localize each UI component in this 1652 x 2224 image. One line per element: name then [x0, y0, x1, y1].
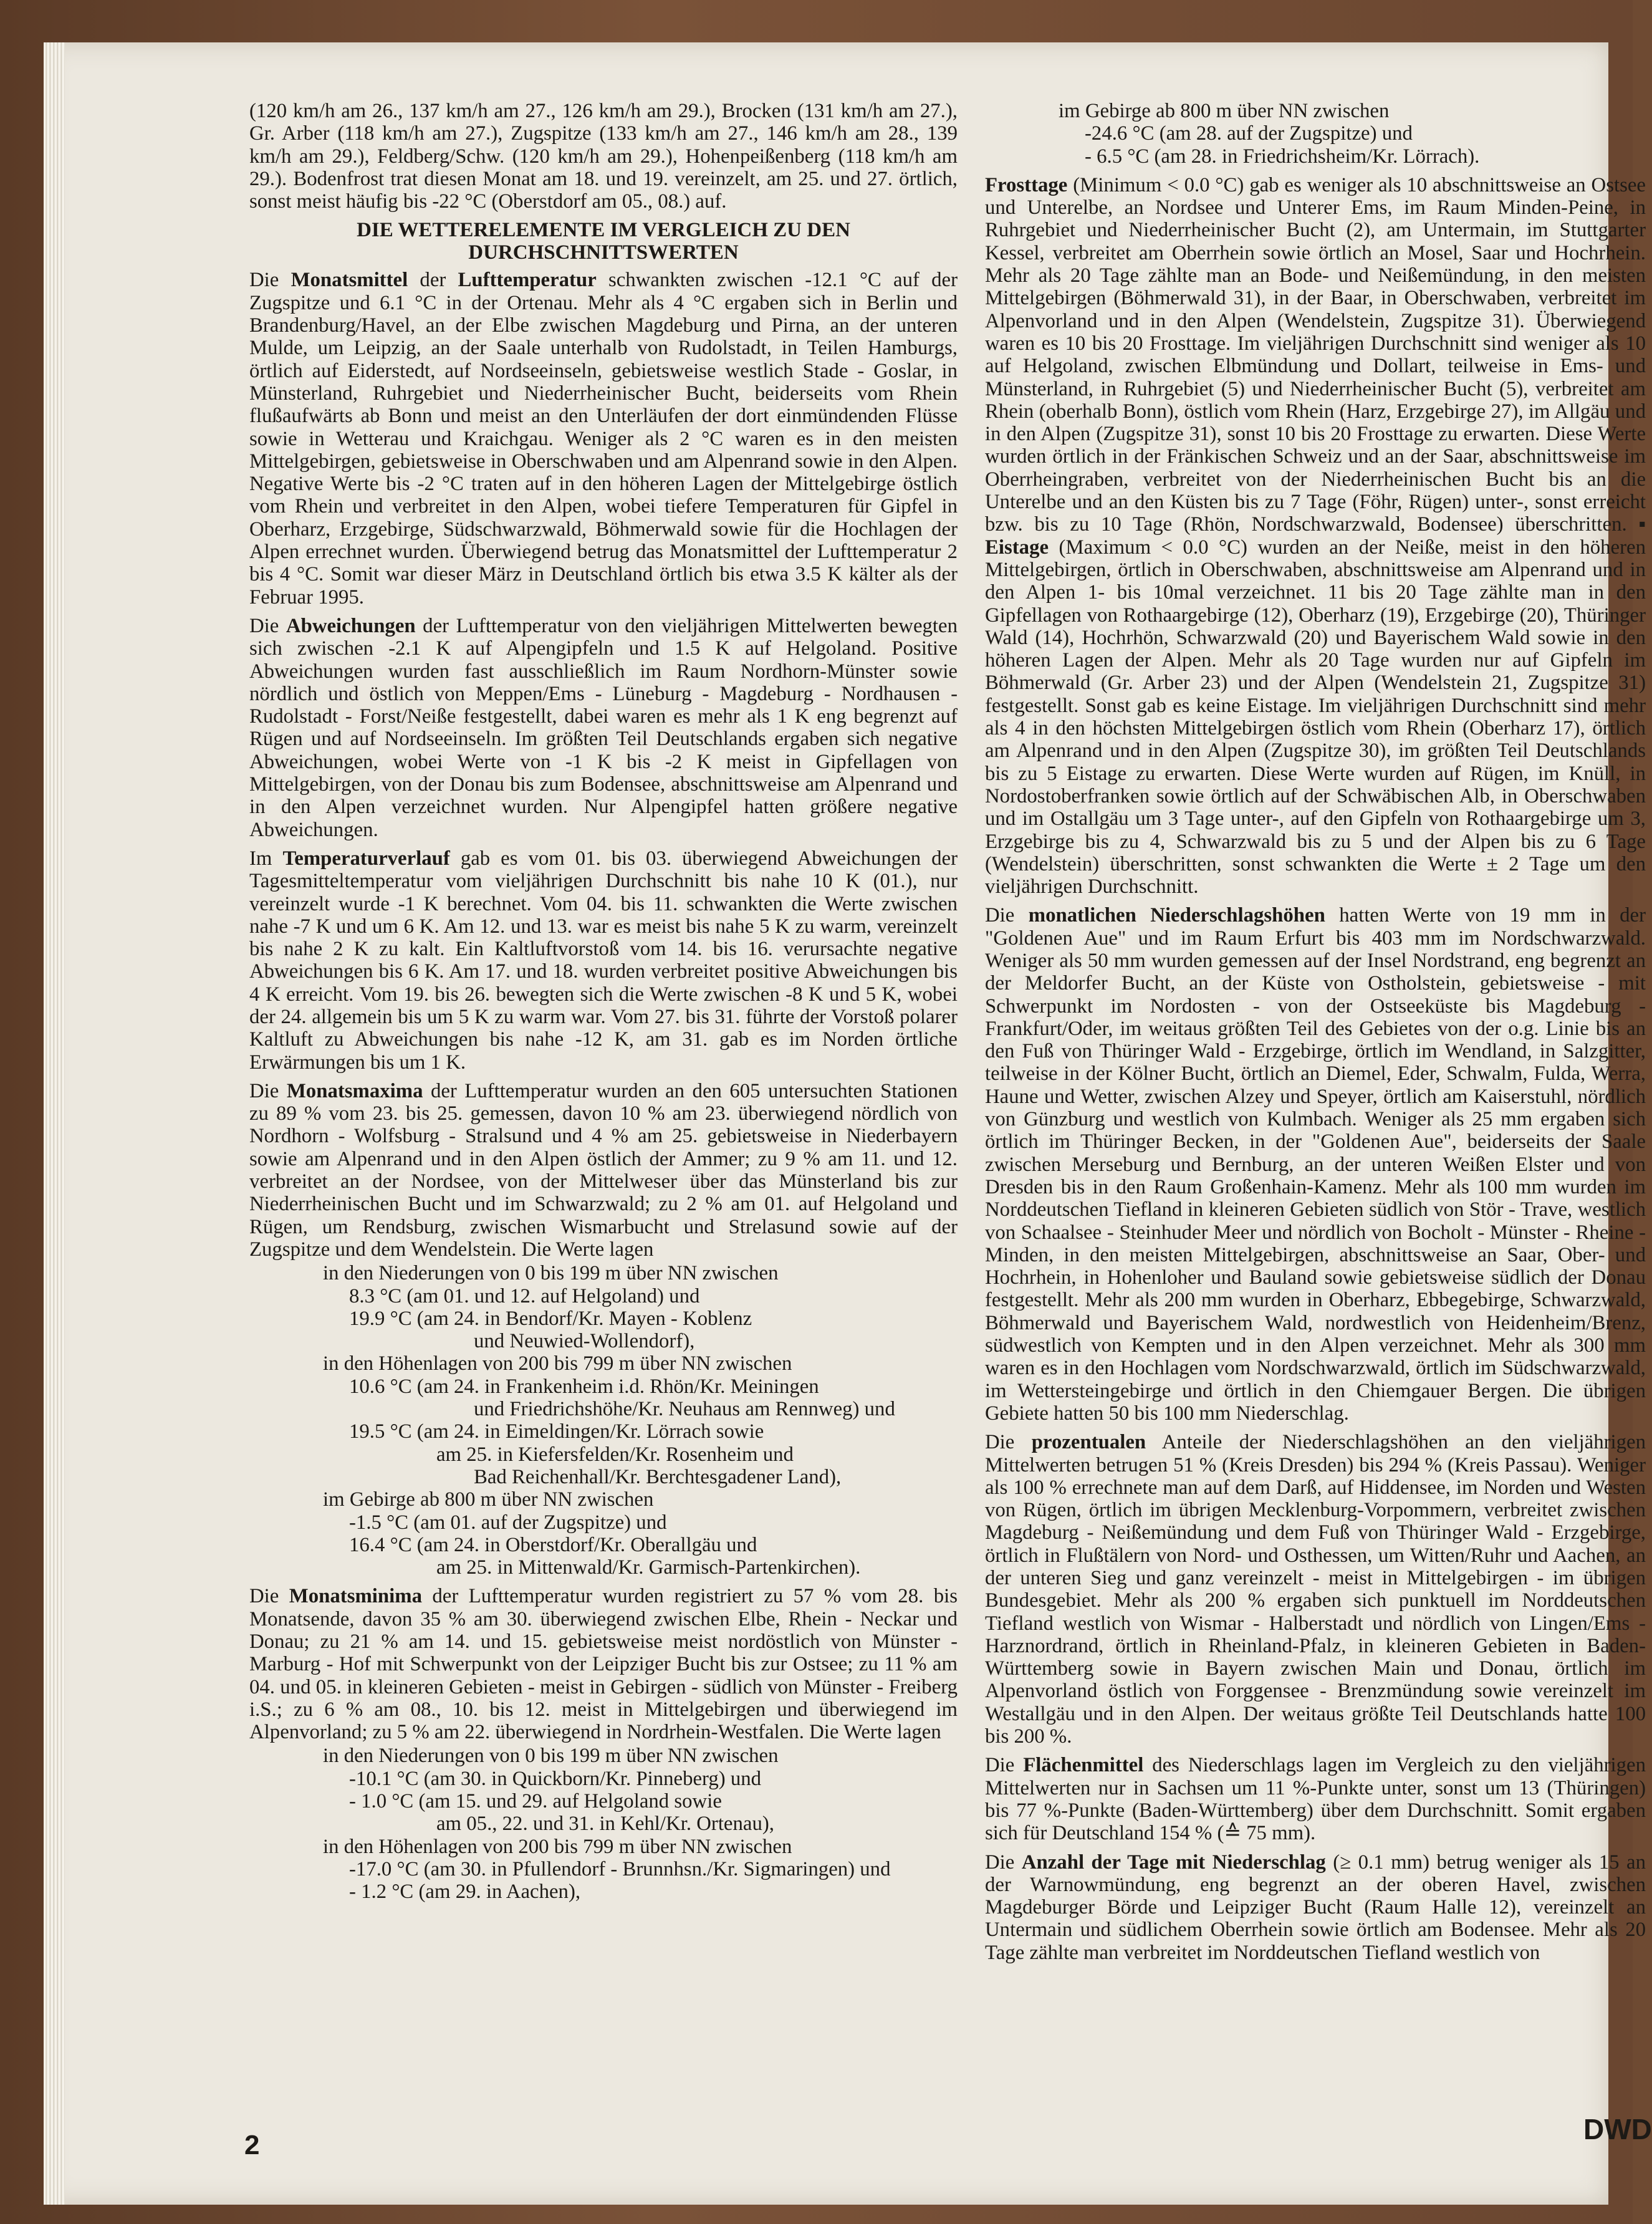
minima-line: -10.1 °C (am 30. in Quickborn/Kr. Pinneberg) und — [349, 1767, 762, 1790]
page-edges — [44, 42, 65, 2205]
text-run: Die — [249, 1079, 287, 1102]
minima-line: in den Niederungen von 0 bis 199 m über NN zwischen — [323, 1745, 779, 1768]
paragraph-monatsminima — [249, 1585, 958, 1743]
paragraph-monatsmaxima — [249, 1080, 958, 1261]
maxima-line: 8.3 °C (am 01. und 12. auf Helgoland) und — [349, 1284, 700, 1307]
text-run: (≥ 0.1 mm) betrug weniger als 15 an der Warnowmündung, eng begrenzt an der oberen Havel, zwischen Magdeburger Börde und Leipziger Bucht (Raum Halle 12), vereinzelt an Untermain und südlichem Oberrhein sowie örtlich am Bodensee. Mehr als 20 Tage zählte man verbreitet im Norddeutschen Tiefland westlich von — [985, 1851, 1646, 1964]
term-temperaturverlauf: Temperaturverlauf — [282, 847, 450, 870]
paragraph-niederschlagshoehen — [985, 904, 1646, 1425]
term-eistage: Eistage — [985, 536, 1049, 559]
paragraph-flaechenmittel — [985, 1754, 1646, 1844]
text-run: Die — [249, 269, 291, 292]
maxima-line: Bad Reichenhall/Kr. Berchtesgadener Land), — [474, 1465, 842, 1488]
text-run: gab es vom 01. bis 03. überwiegend Abweichungen der Tagesmitteltemperatur vom vieljährigen Durchschnitt bis nahe 10 K (01.), nur vereinzelt wurde -1 K berechnet. Vom 04. bis 11. schwankten die Werte zwischen nahe -7 K und um 6 K. Am 12. und 13. war es meist bis nahe 5 K zu warm, vereinzelt bis nahe 2 K zu kalt. Ein Kaltluftvorstoß vom 14. bis 16. verursachte negative Abweichungen bis 6 K. Am 17. und 18. wurden verbreitet positive Abweichungen bis 4 K erreicht. Vom 19. bis 26. bewegten sich die Werte zwischen -8 K und 5 K, wobei der 24. allgemein bis um 5 K zu warm war. Vom 27. bis 31. führte der Vorstoß polarer Kaltluft zu Abweichungen bis nahe -12 K, am 31. gab es im Norden örtliche Erwärmungen bis um 1 K. — [249, 847, 958, 1074]
minima-line: am 05., 22. und 31. in Kehl/Kr. Ortenau), — [436, 1812, 774, 1836]
intro-paragraph: (120 km/h am 26., 137 km/h am 27., 126 km/h am 29.), Brocken (131 km/h am 27.), Gr. Arber (118 km/h am 27.), Zugspitze (133 km/h am 27., 146 km/h am 28., 139 km/h am 29.), Feldberg/Schw. (120 km/h am 29.), Hohenpeißenberg (118 km/h am 29.). Bodenfrost trat diesen Monat am 18. und 19. vereinzelt, am 25. und 27. örtlich, sonst meist häufig bis -22 °C (Oberstdorf am 05., 08.) auf. — [249, 100, 958, 213]
text-run: der — [408, 269, 458, 292]
text-run: der Lufttemperatur von den vieljährigen Mittelwerten bewegten sich zwischen -2.1 K auf Alpengipfeln und 1.5 K auf Helgoland. Positive Abweichungen wurden fast ausschließlich im Raum Nordhorn-Münster sowie nördlich und östlich von Meppen/Ems - Lüneburg - Magdeburg - Nordhausen - Rudolstadt - Forst/Neiße festgestellt, dabei waren es mehr als 1 K eng begrenzt auf Rügen und auf Nordseeinseln. Im größten Teil Deutschlands ergaben sich negative Abweichungen, wobei Werte von -1 K bis -2 K meist in Gipfellagen von Mittelgebirgen, von der Donau bis zum Bodensee, abschnittsweise am Alpenrand und in den Alpen verzeichnet wurden. Nur Alpengipfel hatten größere negative Abweichungen. — [249, 614, 958, 841]
term-abweichungen: Abweichungen — [286, 614, 416, 637]
text-run: der Lufttemperatur wurden an den 605 untersuchten Stationen zu 89 % vom 23. bis 25. gemessen, davon 10 % am 23. überwiegend nördlich von Nordhorn - Wolfsburg - Stralsund und 4 % am 25. gebietsweise in Niederbayern sowie am Alpenrand und in den Alpen östlich der Ammer; zu 9 % am 11. und 12. verbreitet an der Nordsee, von der Mittelweser über das Münsterland bis zur Niederrheinischen Bucht und im Schwarzwald; zu 2 % am 01. auf Helgoland und Rügen, um Rendsburg, zwischen Wismarbucht und Strelasund sowie auf der Zugspitze und dem Wendelstein. Die Werte lagen — [249, 1079, 958, 1261]
term-frosttage: Frosttage — [985, 173, 1068, 196]
maxima-line: am 25. in Kiefersfelden/Kr. Rosenheim und — [436, 1443, 794, 1466]
paragraph-prozentualen — [985, 1431, 1646, 1748]
maxima-line: 10.6 °C (am 24. in Frankenheim i.d. Rhön/Kr. Meiningen — [349, 1375, 819, 1398]
term-prozentualen: prozentualen — [1031, 1431, 1146, 1454]
minima-line: - 6.5 °C (am 28. in Friedrichsheim/Kr. Lörrach). — [1085, 145, 1480, 168]
minima-line: in den Höhenlagen von 200 bis 799 m über NN zwischen — [323, 1835, 792, 1858]
text-run: Die — [249, 614, 286, 637]
maxima-list — [249, 1262, 958, 1579]
text-run: Anteile der Niederschlagshöhen an den vieljährigen Mittelwerten betrugen 51 % (Kreis Dresden) bis 294 % (Kreis Passau). Weniger als 100 % errechnete man auf dem Darß, auf Hiddensee, im Norden und Westen von Rügen, örtlich im übrigen Mecklenburg-Vorpommern, verbreitet zwischen Magdeburg - Neißemündung und dem Fuß von Thüringer Wald - Erzgebirge, örtlich in Flußtälern von Nord- und Osthessen, um Witten/Ruhr und Aachen, an der unteren Sieg und ganz vereinzelt - meist in Mittelgebirgen - im übrigen Bundesgebiet. Mehr als 200 % ergaben sich punktuell im Norddeutschen Tiefland westlich von Wismar - Halberstadt und nördlich von Lingen/Ems - Harznordrand, örtlich in Rheinland-Pfalz, in kleineren Gebieten in Baden-Württemberg sowie in Bayern zwischen Main und Donau, örtlich im Alpenvorland östlich von Forggensee - Brenzmündung sowie vereinzelt im Westallgäu und in den Alpen. Der weitaus größte Teil Deutschlands hatte 100 bis 200 %. — [985, 1431, 1646, 1748]
maxima-line: -1.5 °C (am 01. auf der Zugspitze) und — [349, 1511, 667, 1534]
text-run: Die — [249, 1585, 289, 1608]
maxima-line: am 25. in Mittenwald/Kr. Garmisch-Partenkirchen). — [436, 1556, 861, 1579]
minima-continued-list — [985, 100, 1646, 168]
term-monatsminima: Monatsminima — [289, 1585, 422, 1608]
maxima-line: und Neuwied-Wollendorf), — [474, 1330, 695, 1353]
paragraph-abweichungen — [249, 615, 958, 841]
maxima-line: 16.4 °C (am 24. in Oberstdorf/Kr. Oberallgäu und — [349, 1533, 757, 1556]
left-column — [249, 100, 958, 1904]
maxima-line: und Friedrichshöhe/Kr. Neuhaus am Rennweg) und — [474, 1398, 895, 1421]
text-run: (Minimum < 0.0 °C) gab es weniger als 10 abschnittsweise an Ostsee und Unterelbe, an Nordsee und Unterer Ems, im Raum Minden-Peine, in Ruhrgebiet und Niederrheinischer Bucht (2), am Untermain, im Stuttgarter Kessel, verbreitet am Oberrhein sowie örtlich an Mosel, Saar und Hochrhein. Mehr als 20 Tage zählte man an Bode- und Neißemündung, in den meisten Mittelgebirgen (Böhmerwald 31), in der Baar, in Oberschwaben, verbreitet im Alpenvorland und in den Alpen (Wendelstein, Zugspitze 31). Überwiegend waren es 10 bis 20 Frosttage. Im vieljährigen Durchschnitt sind weniger als 10 auf Helgoland, zwischen Elbmündung und Dollart, teilweise in Ems- und Münsterland, in Ruhrgebiet (5) und Niederrheinischer Bucht (5), verbreitet am Rhein (oberhalb Bonn), östlich vom Rhein (Harz, Erzgebirge 27), im Allgäu und in den Alpen (Zugspitze 31), sonst 10 bis 20 Frosttage zu erwarten. Diese Werte wurden örtlich in der Fränkischen Schweiz und an der Saar, abschnittsweise im Oberrheingraben, verbreitet von der Niederrheinischen Bucht bis an die Unterelbe und an den Küsten bis zu 7 Tage (Föhr, Rügen) unter-, sonst erreicht bzw. bis zu 10 Tage (Rhön, Nordschwarzwald, Bodensee) überschritten. — [985, 173, 1646, 536]
text-run: des Niederschlags lagen im Vergleich zu den vieljährigen Mittelwerten nur in Sachsen um 11 %-Punkte unter, sonst um 13 (Thüringen) bis 77 %-Punkte (Baden-Württemberg) über dem Durchschnitt. Somit ergaben sich für Deutschland 154 % (≙ 75 mm). — [985, 1754, 1646, 1845]
minima-list — [249, 1745, 958, 1903]
term-flaechenmittel: Flächenmittel — [1023, 1754, 1144, 1777]
text-run: Die — [985, 1431, 1032, 1454]
term-niederschlagstage: Anzahl der Tage mit Niederschlag — [1021, 1851, 1326, 1874]
minima-line: im Gebirge ab 800 m über NN zwischen — [1059, 100, 1390, 122]
maxima-line: 19.5 °C (am 24. in Eimeldingen/Kr. Lörrach sowie — [349, 1420, 764, 1443]
minima-line: -24.6 °C (am 28. auf der Zugspitze) und — [1085, 122, 1413, 145]
maxima-line: in den Niederungen von 0 bis 199 m über NN zwischen — [323, 1262, 779, 1285]
text-run: Die — [985, 1754, 1024, 1777]
text-run: der Lufttemperatur wurden registriert zu 57 % vom 28. bis Monatsende, davon 35 % am 30. überwiegend zwischen Elbe, Rhein - Neckar und Donau; zu 21 % am 14. und 15. gebietsweise meist nordöstlich von Münster - Marburg - Hof mit Schwerpunkt von der Leipziger Bucht bis zur Ostsee; zu 11 % am 04. und 05. in kleineren Gebieten - meist in Gebirgen - südlich von Münster - Freiberg i.S.; zu 6 % am 08., 10. bis 12. meist in Mittelgebirgen und überwiegend im Alpenvorland; zu 5 % am 22. überwiegend in Nordrhein-Westfalen. Die Werte lagen — [249, 1585, 958, 1744]
text-run: hatten Werte von 19 mm in der "Goldenen Aue" und im Raum Erfurt bis 403 mm im Nordschwarzwald. Weniger als 50 mm wurden gemessen auf der Insel Nordstrand, eng begrenzt an der Meldorfer Bucht, an der Küste von Ostholstein, gebietsweise - mit Schwerpunkt im Nordosten - von der Ostseeküste bis Magdeburg - Frankfurt/Oder, im weitaus größten Teil des Gebietes von der o.g. Linie bis an den Fuß von Thüringer Wald - Erzgebirge, örtlich im Wendland, in Salzgitter, teilweise in der Kölner Bucht, örtlich an Diemel, Eder, Schwalm, Fulda, Werra, Haune und Wetter, zwischen Alzey und Speyer, örtlich am Kaiserstuhl, nördlich von Günzburg und westlich von Kulmbach. Weniger als 25 mm ergaben sich örtlich im Thüringer Becken, in der "Goldenen Aue", beiderseits der Saale zwischen Merseburg und Bernburg, an der unteren Weißen Elster und von Dresden bis in den Raum Großenhain-Kamenz. Mehr als 100 mm wurden im Norddeutschen Tiefland in kleineren Gebieten südlich von Stör - Trave, westlich von Schaalsee - Steinhuder Meer und nördlich von Bocholt - Münster - Rheine -Minden, in den meisten Mittelgebirgen, abschnittsweise an Saar, Ober- und Hochrhein, in Hohenloher und Bauland sowie gebietsweise südlich der Donau festgestellt. Mehr als 200 mm wurden in Oberharz, Ebbegebirge, Schwarzwald, Böhmerwald und Bayerischem Wald, nordwestlich von Heidenheim/Brenz, südwestlich von Kempten und in den Alpen verzeichnet. Mehr als 300 mm waren es in den Hochlagen vom Nordschwarzwald, örtlich im Südschwarzwald, im Wettersteingebirge und örtlich in den Chiemgauer Bergen. Die übrigen Gebiete hatten 50 bis 100 mm Niederschlag. — [985, 904, 1646, 1425]
text-run: Die — [985, 904, 1029, 927]
term-niederschlagshoehen: monatlichen Niederschlagshöhen — [1028, 904, 1325, 927]
minima-line: - 1.2 °C (am 29. in Aachen), — [349, 1880, 581, 1904]
maxima-line: im Gebirge ab 800 m über NN zwischen — [323, 1488, 654, 1511]
term-lufttemperatur: Lufttemperatur — [458, 269, 597, 292]
text-run: Im — [249, 847, 283, 870]
term-monatsmaxima: Monatsmaxima — [286, 1079, 423, 1102]
paragraph-temperaturverlauf — [249, 847, 958, 1074]
bullet-square-icon: ▪ — [1638, 513, 1646, 536]
paragraph-frosttage-eistage — [985, 174, 1646, 898]
minima-line: - 1.0 °C (am 15. und 29. auf Helgoland sowie — [349, 1790, 722, 1813]
page-number: 2 — [244, 2130, 260, 2160]
paragraph-niederschlagstage — [985, 1851, 1646, 1964]
document-page — [44, 42, 1652, 2205]
minima-line: -17.0 °C (am 30. in Pfullendorf - Brunnhsn./Kr. Sigmaringen) und — [349, 1857, 891, 1880]
text-run: (Maximum < 0.0 °C) wurden an der Neiße, meist in den höheren Mittelgebirgen, örtlich in Oberschwaben, abschnittsweise am Alpenrand und in den Alpen 1- bis 10mal verzeichnet. 11 bis 20 Tage zählte man in den Gipfellagen von Rothaargebirge (12), Oberharz (19), Erzgebirge (20), Thüringer Wald (14), Hochrhön, Schwarzwald (20) und Bayerischem Wald sowie in den höheren Lagen der Alpen. Mehr als 20 Tage wurden nur auf Gipfeln im Böhmerwald (Gr. Arber 23) und der Alpen (Wendelstein 21, Zugspitze 31) festgestellt. Sonst gab es keine Eistage. Im vieljährigen Durchschnitt sind mehr als 4 in den höchsten Mittelgebirgen östlich vom Rhein (Oberharz 17), örtlich am Alpenrand und in den Alpen (Zugspitze 30), im größten Teil Deutschlands bis zu 5 Eistage zu erwarten. Diese Werte wurden auf Rügen, im Knüll, in Nordostoberfranken sowie örtlich auf der Schwäbischen Alb, in Oberschwaben und im Ostallgäu um 3 Tage unter-, auf den Gipfeln von Rothaargebirge um 3, Erzgebirge bis zu 4, Schwarzwald bis zu 5 und der Alpen bis zu 6 Tage (Wendelstein) überschritten, sonst schwankten die Werte ± 2 Tage um den vieljährigen Durchschnitt. — [985, 536, 1646, 898]
maxima-line: 19.9 °C (am 24. in Bendorf/Kr. Mayen - Koblenz — [349, 1307, 752, 1330]
paragraph-monatsmittel — [249, 269, 958, 608]
text-run: schwankten zwischen -12.1 °C auf der Zugspitze und 6.1 °C in der Ortenau. Mehr als 4 °C ergaben sich in Berlin und Brandenburg/Havel, an der Elbe zwischen Magdeburg und Pirna, an der unteren Mulde, um Leipzig, an der Saale unterhalb von Rudolstadt, in Teilen Hamburgs, örtlich auf Eiderstedt, auf Nordseeinseln, gebietsweise westlich Stade - Goslar, in Münsterland, Ruhrgebiet und Niederrheinischer Bucht, beiderseits vom Rhein flußaufwärts ab Bonn und meist an den Unterläufen der dort einmündenden Flüsse sowie in Wetterau und Kraichgau. Weniger als 2 °C waren es in den meisten Mittelgebirgen, gebietsweise in Oberschwaben und am Alpenrand sowie in den Alpen. Negative Werte bis -2 °C traten auf in den höheren Lagen der Mittelgebirge östlich vom Rhein und verbreitet in den Alpen, wobei tiefere Temperaturen für Gipfel in Oberharz, Erzgebirge, Südschwarzwald, Böhmerwald sowie für die Hochlagen der Alpen errechnet wurden. Überwiegend betrug das Monatsmittel der Lufttemperatur 2 bis 4 °C. Somit war dieser März in Deutschland örtlich bis etwa 3.5 K kälter als der Februar 1995. — [249, 269, 958, 609]
text-run: Die — [985, 1851, 1022, 1874]
publisher-mark: DWD — [1583, 2113, 1652, 2145]
right-column — [985, 100, 1646, 1970]
maxima-line: in den Höhenlagen von 200 bis 799 m über NN zwischen — [323, 1352, 792, 1375]
term-monatsmittel: Monatsmittel — [291, 269, 408, 292]
section-heading: DIE WETTERELEMENTE IM VERGLEICH ZU DEN DURCHSCHNITTSWERTEN — [357, 219, 850, 264]
